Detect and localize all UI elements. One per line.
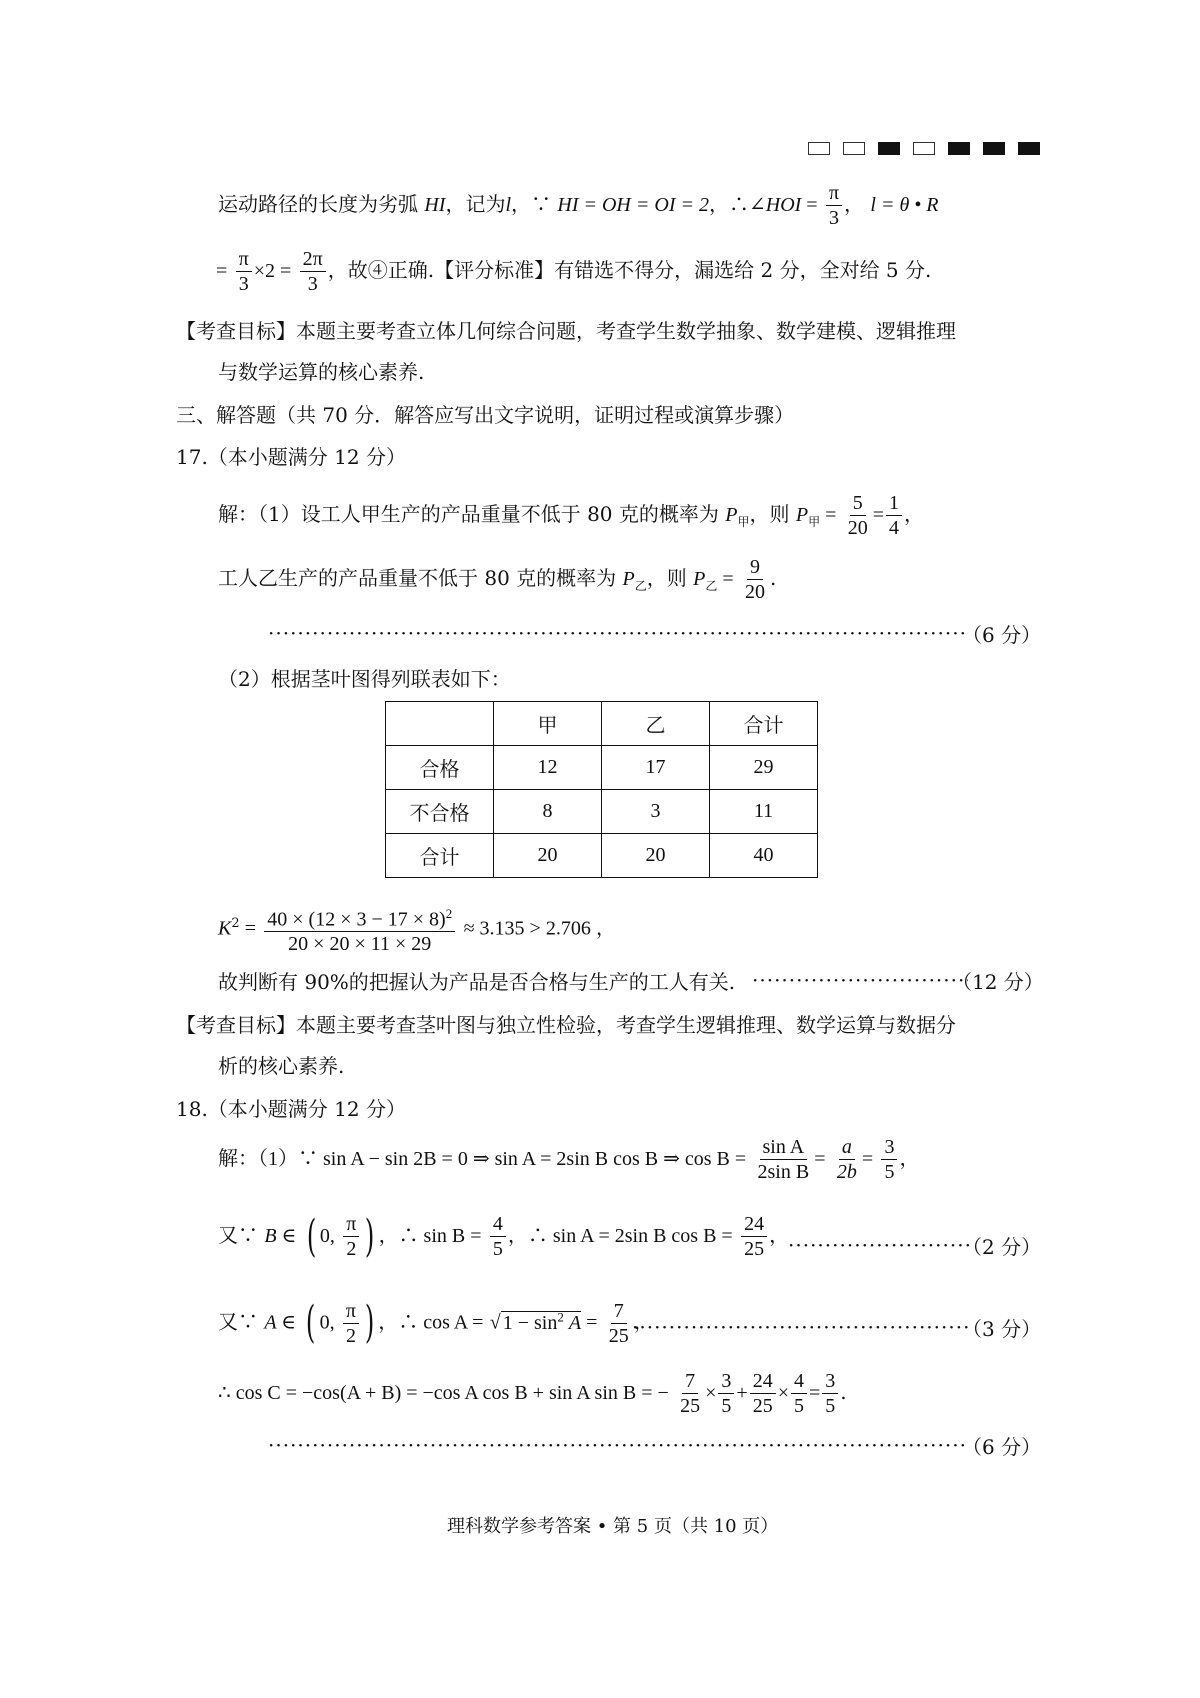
fraction: $\frac{\text{sin A}}{\text{2sin B}}$ xyxy=(757,1136,810,1183)
table-row xyxy=(386,790,818,834)
radical: $1 - \sin^2 A$ xyxy=(502,1309,582,1334)
fraction: $\frac{3}{5}$ xyxy=(822,1369,838,1418)
table-cell: 乙 xyxy=(602,702,710,746)
fraction: $\frac{\pi}{3}$ xyxy=(826,181,842,230)
math: ，∴ cos A = xyxy=(378,1311,484,1334)
math: P xyxy=(725,504,738,526)
table-row xyxy=(386,746,818,790)
q18-line1: 解：（1）∵ sin A − sin 2B = 0 ⇒ sin A = 2sin B cos B ⇒ cos B = $\frac{\text{sin A}}{\text{2sin B}}$ = $\frac{a}{2b}$ = $\frac{3}{5}$ ， xyxy=(218,1136,920,1183)
fraction: $\frac{24}{25}$ xyxy=(741,1212,767,1261)
math: l = θ • R xyxy=(870,194,939,216)
table-cell: 8 xyxy=(494,790,602,834)
table-cell: 17 xyxy=(602,746,710,790)
fraction: $\frac{7}{25}$ xyxy=(680,1370,701,1417)
text: 又∵ xyxy=(218,1309,258,1334)
q17-target-line1: 【考查目标】本题主要考查茎叶图与独立性检验，考查学生逻辑推理、数学运算与数据分 xyxy=(176,1013,956,1037)
dot-leader xyxy=(268,621,968,643)
table-row xyxy=(386,834,818,878)
table-cell: 20 xyxy=(494,834,602,878)
math: l xyxy=(505,194,512,216)
q17-target-line2: 析的核心素养. xyxy=(218,1054,345,1078)
math: ，∴ sin B = xyxy=(378,1225,482,1247)
text: 工人乙生产的产品重量不低于 80 克的概率为 xyxy=(218,566,617,590)
table-cell: 不合格 xyxy=(386,790,494,834)
text: 运动路径的长度为劣弧 xyxy=(218,192,418,216)
q18-line2: 又∵ B ∈ ( 0, $\frac{\pi}{2}$ ) ，∴ sin B = $\frac{4}{5}$ ，∴ sin A = 2sin B cos B = $\frac{24}{25}$ ， xyxy=(218,1210,790,1262)
section-heading: 三、解答题（共 70 分．解答应写出文字说明，证明过程或演算步骤） xyxy=(176,403,795,427)
score-label: （6 分） xyxy=(962,623,1042,647)
q17-title: 17.（本小题满分 12 分） xyxy=(176,445,406,469)
fraction: $\frac{7}{25}$ xyxy=(608,1299,629,1347)
table-cell xyxy=(386,702,494,746)
q16-line1 xyxy=(218,176,939,233)
fraction: $\frac{a}{2b}$ xyxy=(836,1136,857,1183)
q16-target-line2: 与数学运算的核心素养. xyxy=(218,360,425,384)
subscript: 乙 xyxy=(705,579,718,593)
text: 又∵ xyxy=(218,1223,258,1247)
table-cell: 40 xyxy=(710,834,818,878)
fraction: $\frac{40 \times (12 \times 3 - 17 \times 8)^2}{20 \times 20 \times 11 \times 29}$ xyxy=(264,902,455,957)
subscript: 甲 xyxy=(808,515,821,529)
math: ≈ 3.135 > 2.706 ， xyxy=(463,917,616,940)
score-label: （12 分） xyxy=(952,970,1044,994)
score-label: （6 分） xyxy=(962,1435,1042,1459)
dot-leader xyxy=(788,1233,972,1255)
fraction: $\frac{4}{5}$ xyxy=(791,1369,807,1418)
score-label: （2 分） xyxy=(962,1235,1042,1259)
math: = xyxy=(820,504,837,526)
q18-title: 18.（本小题满分 12 分） xyxy=(176,1097,406,1121)
q17-line1: 解：（1）设工人甲生产的产品重量不低于 80 克的概率为 $P_甲$，则 $P_甲$ = $\frac{5}{20}$ = $\frac{1}{4}$ ， xyxy=(218,492,924,539)
fraction: $\frac{24}{25}$ xyxy=(750,1369,776,1418)
fraction: $\frac{\pi}{2}$ xyxy=(343,1212,359,1261)
subscript: 乙 xyxy=(634,579,647,593)
q17-part2: （2）根据茎叶图得列联表如下： xyxy=(218,667,511,691)
q18-line4: ∴ cos C = −cos(A + B) = −cos A cos B + sin A sin B = − $\frac{7}{25}$ × $\frac{3}{5}$ + $\frac{24}{25}$ × $\frac{4}{5}$ = $\frac{3}{5}$ . xyxy=(218,1370,847,1417)
math: ∴ cos C = −cos(A + B) = −cos A cos B + sin A sin B = − xyxy=(218,1382,669,1404)
q18-line3: 又∵ A ∈ ( 0, $\frac{\pi}{2}$ ) ，∴ cos A = √ $1 - \sin^2 A$ = $\frac{7}{25}$ ， xyxy=(218,1297,654,1349)
math: = xyxy=(801,194,818,216)
mark-square xyxy=(948,142,970,155)
text: ，则 xyxy=(646,566,687,590)
table-cell: 12 xyxy=(494,746,602,790)
table-cell: 20 xyxy=(602,834,710,878)
dot-leader xyxy=(752,968,968,990)
fraction: $\frac{\pi}{2}$ xyxy=(343,1299,359,1348)
contingency-table xyxy=(385,701,818,878)
q17-conclusion: 故判断有 90%的把握认为产品是否合格与生产的工人有关. xyxy=(218,970,736,994)
k2-formula: $K^2$ = $\frac{40 \times (12 \times 3 - 17 \times 8)^2}{20 \times 20 \times 11 \times 29}$ ≈ 3.135 > 2.706 ， xyxy=(218,894,616,959)
table-cell: 11 xyxy=(710,790,818,834)
text: ，∴∠ xyxy=(708,192,766,216)
math: HI = OH = OI = 2 xyxy=(557,194,709,216)
text: ，∵ xyxy=(511,192,552,216)
table-cell: 甲 xyxy=(494,702,602,746)
table-cell: 29 xyxy=(710,746,818,790)
fraction: $\frac{2\pi}{3}$ xyxy=(300,247,326,296)
header-marks xyxy=(808,136,1053,160)
q16-target-line1: 【考查目标】本题主要考查立体几何综合问题，考查学生数学抽象、数学建模、逻辑推理 xyxy=(176,319,956,343)
mark-square xyxy=(878,142,900,155)
fraction: $\frac{9}{20}$ xyxy=(745,556,765,603)
mark-square xyxy=(843,142,865,155)
math: ×2 = xyxy=(253,260,292,282)
text: ，则 xyxy=(749,502,790,526)
math: P xyxy=(622,568,635,590)
math: ，∴ sin A = 2sin B cos B = xyxy=(507,1225,733,1247)
math: P xyxy=(795,504,809,526)
mark-square xyxy=(808,142,830,155)
math: HI xyxy=(424,194,446,216)
table-header-row xyxy=(386,702,818,746)
page-footer: 理科数学参考答案 • 第 5 页（共 10 页） xyxy=(447,1516,779,1537)
math: P xyxy=(693,568,706,590)
fraction: $\frac{\pi}{3}$ xyxy=(236,247,252,296)
mark-square xyxy=(1018,142,1040,155)
subscript: 甲 xyxy=(737,515,750,529)
q17-line2: 工人乙生产的产品重量不低于 80 克的概率为 $P_乙$，则 $P_乙$ = $\frac{9}{20}$ . xyxy=(218,556,777,603)
fraction: $\frac{1}{4}$ xyxy=(886,491,902,540)
mark-square xyxy=(913,142,935,155)
dot-leader xyxy=(632,1315,972,1337)
text: ，记为 xyxy=(445,192,506,216)
math: 解：（1）∵ sin A − sin 2B = 0 ⇒ sin A = 2sin B cos B ⇒ cos B = xyxy=(218,1148,747,1170)
mark-square xyxy=(983,142,1005,155)
text: ， xyxy=(844,192,865,216)
fraction: $\frac{3}{5}$ xyxy=(718,1369,734,1418)
text: ，故④正确.【评分标准】有错选不得分，漏选给 2 分，全对给 5 分. xyxy=(327,258,932,282)
table-cell: 合格 xyxy=(386,746,494,790)
math: = xyxy=(717,568,734,590)
table-cell: 合计 xyxy=(710,702,818,746)
math: A ∈ xyxy=(264,1311,297,1334)
dot-leader xyxy=(268,1433,968,1455)
fraction: $\frac{3}{5}$ xyxy=(881,1135,897,1184)
table-cell: 3 xyxy=(602,790,710,834)
fraction: $\frac{4}{5}$ xyxy=(490,1212,506,1261)
text: 解：（1）设工人甲生产的产品重量不低于 80 克的概率为 xyxy=(218,502,719,526)
q16-line2 xyxy=(216,242,931,299)
table-cell: 合计 xyxy=(386,834,494,878)
math: = xyxy=(216,260,228,282)
score-label: （3 分） xyxy=(962,1317,1042,1341)
math: B ∈ xyxy=(264,1225,297,1247)
math: HOI xyxy=(765,194,802,216)
fraction: $\frac{5}{20}$ xyxy=(847,492,868,539)
